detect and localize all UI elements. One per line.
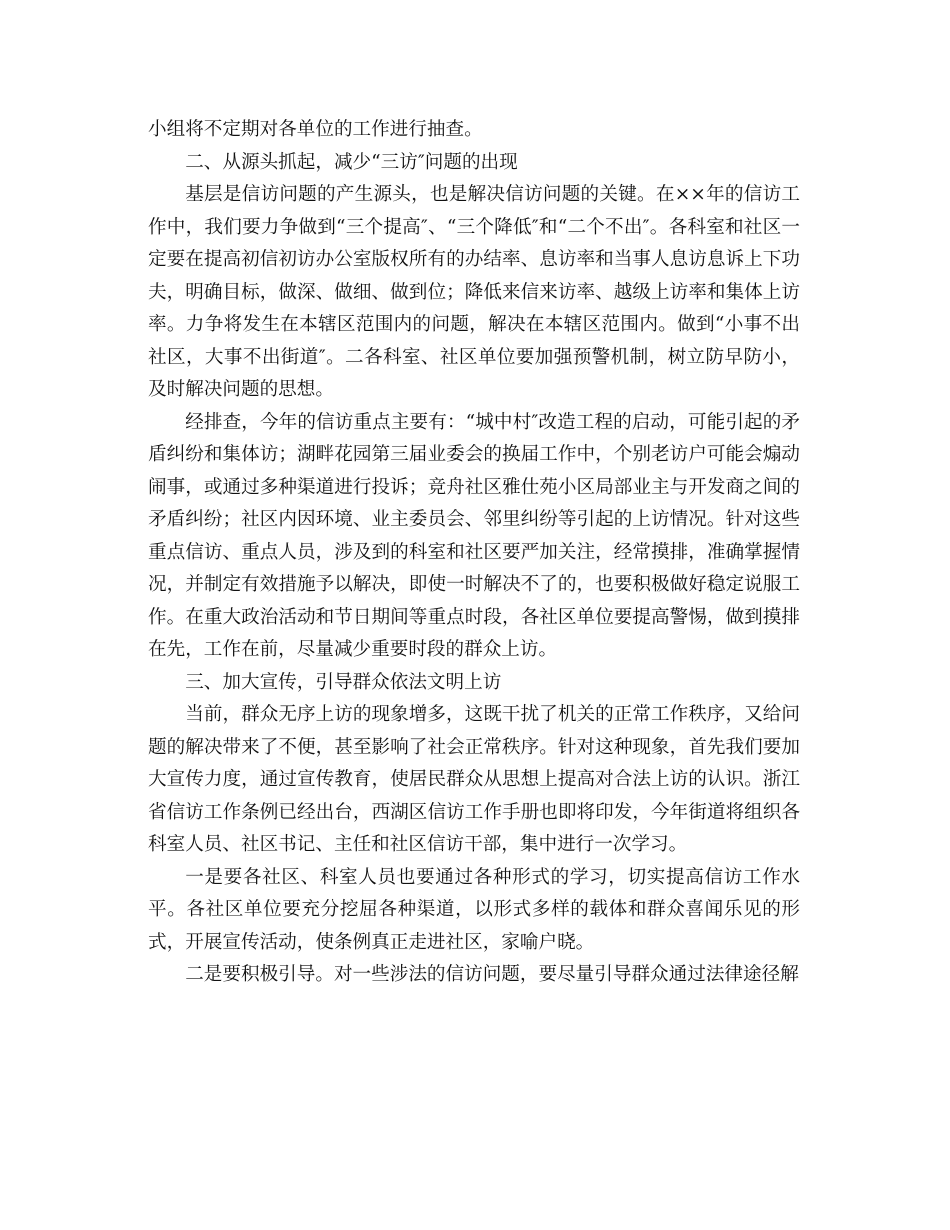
- section-heading-3: 三、加大宣传，引导群众依法文明上访: [185, 671, 502, 693]
- paragraph: 一是要各社区、科室人员也要通过各种形式的学习，切实提高信访工作水平。各社区单位要充分挖屈各种渠道，以形式多样的载体和群众喜闻乐见的形式，开展宣传活动，使条例真正走进社区，家喻户晓。: [148, 866, 800, 953]
- paragraph-continuation: 小组将不定期对各单位的工作进行抽查。: [148, 119, 483, 140]
- section-heading-2: 二、从源头抓起，减少“三访″问题的出现: [185, 151, 518, 173]
- document-body: [148, 114, 800, 992]
- paragraph: 经排查，今年的信访重点主要有：“城中村″改造工程的启动，可能引起的矛盾纠纷和集体访；湖畔花园第三届业委会的换届工作中，个别老访户可能会煽动闹事，或通过多种渠道进行投诉；竞舟社区雅仕苑小区局部业主与开发商之间的矛盾纠纷；社区内因环境、业主委员会、邻里纠纷等引起的上访情况。针对这些重点信访、重点人员，涉及到的科室和社区要严加关注，经常摸排，准确掌握情况，并制定有效措施予以解决，即使一时解决不了的，也要积极做好稳定说服工作。在重大政治活动和节日期间等重点时段，各社区单位要提高警惕，做到摸排在先，工作在前，尽量减少重要时段的群众上访。: [148, 411, 800, 660]
- paragraph: 当前，群众无序上访的现象增多，这既干扰了机关的正常工作秩序，又给问题的解决带来了不便，甚至影响了社会正常秩序。针对这种现象，首先我们要加大宣传力度，通过宣传教育，使居民群众从思想上提高对合法上访的认识。浙江省信访工作条例已经出台，西湖区信访工作手册也即将印发，今年街道将组织各科室人员、社区书记、主任和社区信访干部，集中进行一次学习。: [148, 704, 800, 855]
- paragraph: 二是要积极引导。对一些涉法的信访问题，要尽量引导群众通过法律途径解: [185, 964, 799, 985]
- paragraph: 基层是信访问题的产生源头，也是解决信访问题的关键。在××年的信访工作中，我们要力争做到“三个提高″、“三个降低″和“二个不出″。各科室和社区一定要在提高初信初访办公室版权所有的办结率、息访率和当事人息访息诉上下功夫，明确目标，做深、做细、做到位；降低来信来访率、越级上访率和集体上访率。力争将发生在本辖区范围内的问题，解决在本辖区范围内。做到“小事不出社区，大事不出街道″。二各科室、社区单位要加强预警机制，树立防早防小，及时解决问题的思想。: [148, 184, 800, 400]
